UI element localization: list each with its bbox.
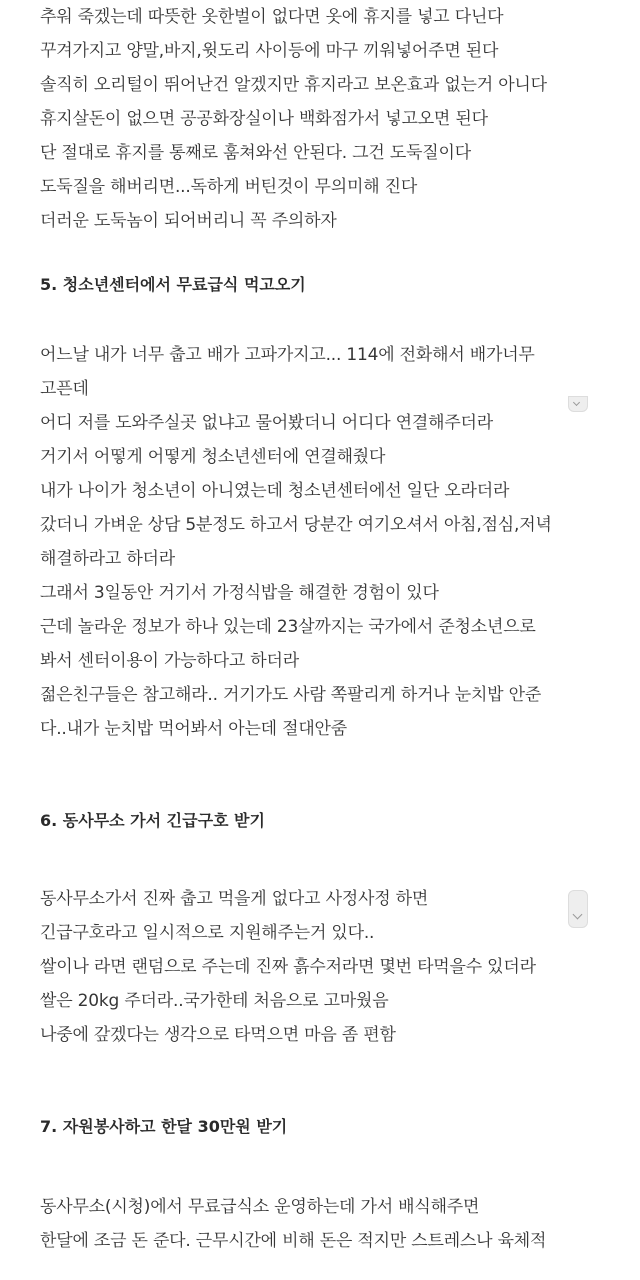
text-line: 그래서 3일동안 거기서 가정식밥을 해결한 경험이 있다: [40, 583, 439, 603]
article-body: [40, 0, 600, 1258]
text-line: 솔직히 오리털이 뛰어난건 알겠지만 휴지라고 보온효과 없는거 아니다: [40, 75, 547, 95]
section-heading-6: 6. 동사무소 가서 긴급구호 받기: [40, 811, 265, 830]
text-line: 어디 저를 도와주실곳 없냐고 물어봤더니 어디다 연결해주더라: [40, 413, 493, 433]
text-line: 꾸겨가지고 양말,바지,윗도리 사이등에 마구 끼워넣어주면 된다: [40, 41, 499, 61]
text-line: 한달에 조금 돈 준다. 근무시간에 비해 돈은 적지만 스트레스나 육체적: [40, 1231, 547, 1251]
expand-tab[interactable]: [568, 890, 588, 928]
text-line: 동사무소가서 진짜 춥고 먹을게 없다고 사정사정 하면: [40, 889, 429, 909]
text-line: 쌀은 20kg 주더라..국가한테 처음으로 고마웠음: [40, 991, 389, 1011]
text-line: 다..내가 눈치밥 먹어봐서 아는데 절대안줌: [40, 719, 347, 739]
collapse-tab[interactable]: [568, 396, 588, 412]
text-line: 어느날 내가 너무 춥고 배가 고파가지고... 114에 전화해서 배가너무: [40, 345, 535, 365]
text-line: 고픈데: [40, 379, 89, 399]
text-line: 근데 놀라운 정보가 하나 있는데 23살까지는 국가에서 준청소년으로: [40, 617, 536, 637]
text-line: 추워 죽겠는데 따뜻한 옷한벌이 없다면 옷에 휴지를 넣고 다닌다: [40, 7, 504, 27]
text-line: 긴급구호라고 일시적으로 지원해주는거 있다..: [40, 923, 375, 943]
text-line: 갔더니 가벼운 상담 5분정도 하고서 당분간 여기오셔서 아침,점심,저녁: [40, 515, 552, 535]
text-line: 젊은친구들은 참고해라.. 거기가도 사람 쪽팔리게 하거나 눈치밥 안준: [40, 685, 542, 705]
text-line: 단 절대로 휴지를 통째로 훔쳐와선 안된다. 그건 도둑질이다: [40, 143, 471, 163]
text-line: 도둑질을 해버리면...독하게 버틴것이 무의미해 진다: [40, 177, 418, 197]
text-line: 동사무소(시청)에서 무료급식소 운영하는데 가서 배식해주면: [40, 1197, 480, 1217]
text-line: 봐서 센터이용이 가능하다고 하더라: [40, 651, 299, 671]
text-line: 내가 나이가 청소년이 아니였는데 청소년센터에선 일단 오라더라: [40, 481, 510, 501]
chevron-down-icon: [573, 399, 580, 406]
chevron-down-icon: [573, 910, 583, 920]
section-heading-5: 5. 청소년센터에서 무료급식 먹고오기: [40, 275, 306, 294]
text-line: 나중에 갚겠다는 생각으로 타먹으면 마음 좀 편함: [40, 1025, 396, 1045]
section-heading-7: 7. 자원봉사하고 한달 30만원 받기: [40, 1117, 288, 1136]
text-line: 쌀이나 라면 랜덤으로 주는데 진짜 흙수저라면 몇번 타먹을수 있더라: [40, 957, 536, 977]
text-line: 더러운 도둑놈이 되어버리니 꼭 주의하자: [40, 211, 337, 231]
text-line: 휴지살돈이 없으면 공공화장실이나 백화점가서 넣고오면 된다: [40, 109, 488, 129]
text-line: 거기서 어떻게 어떻게 청소년센터에 연결해줬다: [40, 447, 386, 467]
text-line: 해결하라고 하더라: [40, 549, 175, 569]
